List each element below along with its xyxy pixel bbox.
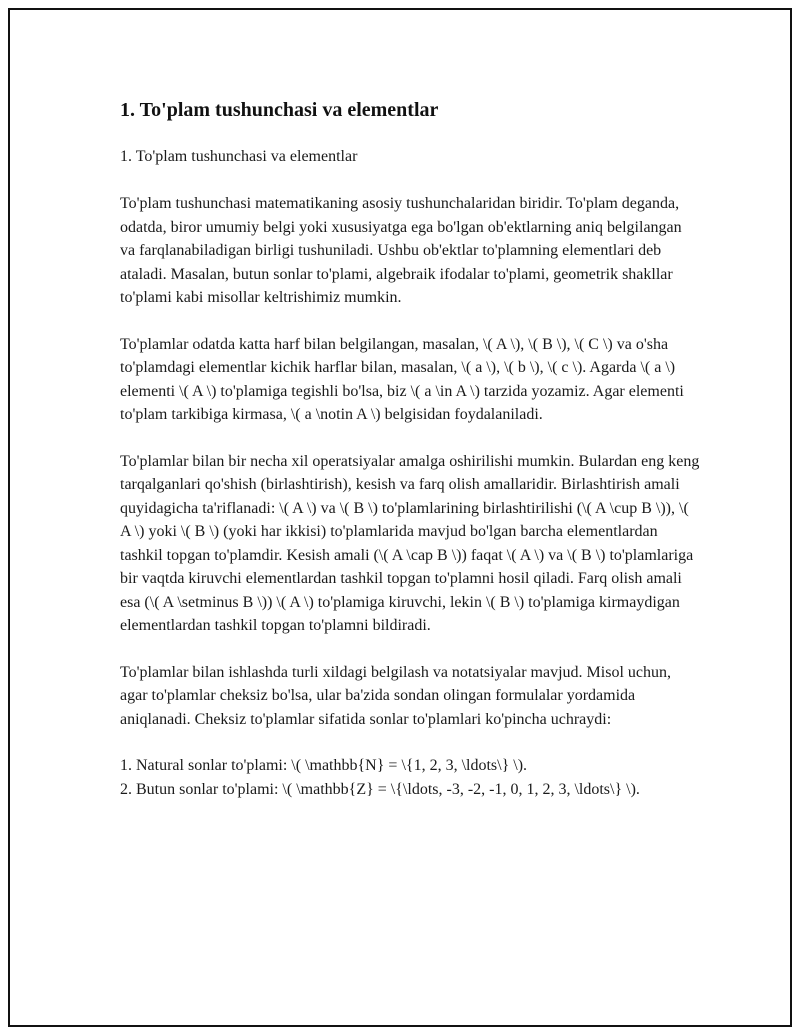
paragraph-set-operations: To'plamlar bilan bir necha xil operatsiyalar amalga oshirilishi mumkin. Bulardan eng keng tarqalganlari qo'shish (birlashtirish), kesish va farq olish amallaridir. Birlashtirish amali quyidagicha ta'riflanadi: \( A \) va \( B \) to'plamlarining birlashtirilishi (\( A \cup B \)), \( A \) yoki \( B \) (yoki har ikkisi) to'plamlarida mavjud bo'lgan barcha elementlardan tashkil topgan to'plamdir. Kesish amali (\( A \cap B \)) faqat \( A \) va \( B \) to'plamlariga bir vaqtda kiruvchi elementlardan tashkil topgan to'plamni hosil qiladi. Farq olish amali esa (\( A \setminus B \)) \( A \) to'plamiga kiruvchi, lekin \( B \) to'plamiga kirmaydigan elementlardan tashkil topgan to'plamni bildiradi.: [120, 452, 700, 634]
paragraph-set-notation: To'plamlar odatda katta harf bilan belgilangan, masalan, \( A \), \( B \), \( C \) va o'sha to'plamdagi elementlar kichik harflar bilan, masalan, \( a \), \( b \), \( c \). Agarda \( a \) elementi \( A \) to'plamiga tegishli bo'lsa, biz \( a \in A \) tarzida yozamiz. Agar elementi to'plam tarkibiga kirmasa, \( a \notin A \) belgisidan foydalaniladi.: [120, 335, 684, 423]
document-subtitle: 1. To'plam tushunchasi va elementlar: [120, 148, 358, 165]
paragraph-set-definition: To'plam tushunchasi matematikaning asosiy tushunchalaridan biridir. To'plam deganda, odatda, biror umumiy belgi yoki xususiyatga ega bo'lgan ob'ektlarning aniq belgilangan va farqlanabiladigan birligi tushuniladi. Ushbu ob'ektlar to'plamning elementlari deb ataladi. Masalan, butun sonlar to'plami, algebraik ifodalar to'plami, geometrik shakllar to'plami kabi misollar keltrishimiz mumkin.: [120, 195, 682, 306]
list-item-natural-numbers: 1. Natural sonlar to'plami: \( \mathbb{N} = \{1, 2, 3, \ldots\} \).: [120, 757, 528, 774]
paragraph-infinite-sets: To'plamlar bilan ishlashda turli xildagi belgilash va notatsiyalar mavjud. Misol uchun, agar to'plamlar cheksiz bo'lsa, ular ba'zida sondan olingan formulalar yordamida aniqlanadi. Cheksiz to'plamlar sifatida sonlar to'plamlari ko'pincha uchraydi:: [120, 663, 671, 728]
document-page: [8, 8, 792, 1027]
document-content: [120, 96, 700, 801]
list-item-integers: 2. Butun sonlar to'plami: \( \mathbb{Z} = \{\ldots, -3, -2, -1, 0, 1, 2, 3, \ldots\} \).: [120, 780, 640, 798]
document-title: 1. To'plam tushunchasi va elementlar: [120, 99, 439, 121]
